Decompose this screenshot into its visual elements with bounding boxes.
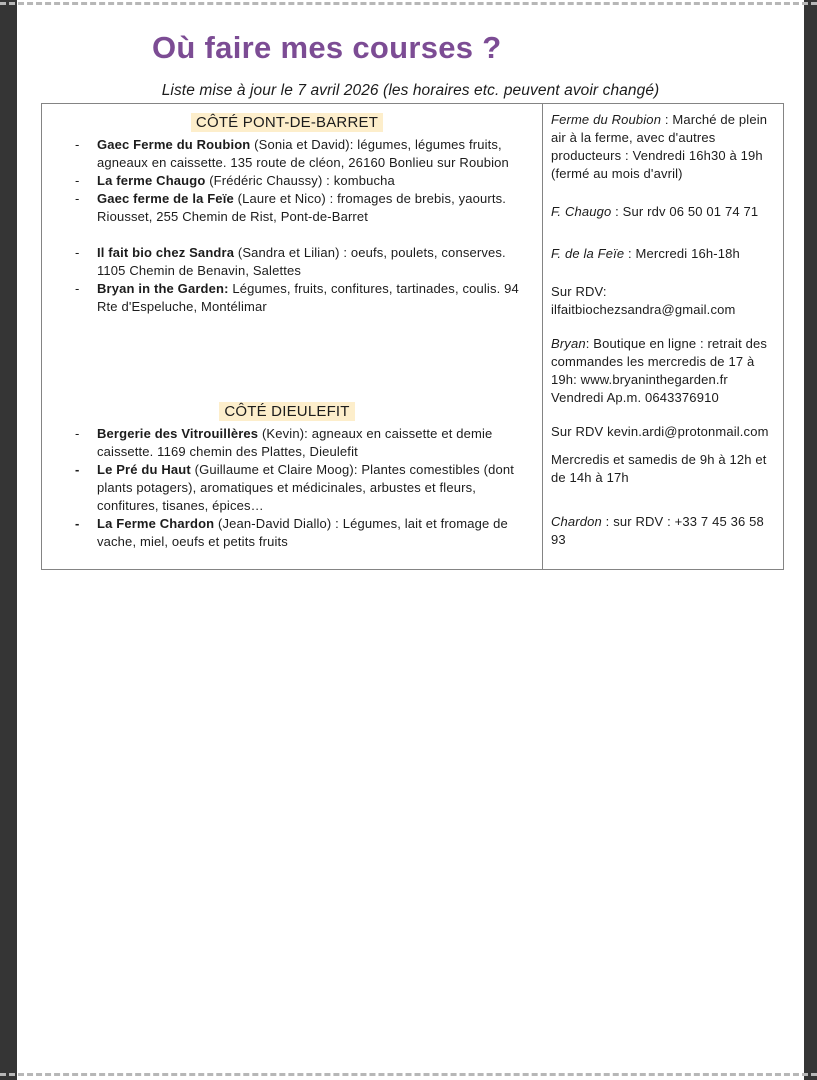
section-header-dieulefit bbox=[42, 401, 532, 422]
list-item-bryan-in-the-garden bbox=[42, 280, 532, 316]
schedule-entry-ferme-du-roubion: Ferme du Roubion : Marché de plein air à la ferme, avec d'autres producteurs : Vendredi 16h30 à 19h (fermé au mois d'avril) bbox=[551, 112, 768, 181]
document-page bbox=[17, 0, 804, 1080]
schedule-entry-f-de-la-feie: F. de la Feïe : Mercredi 16h-18h bbox=[551, 246, 740, 261]
list-item-text: Gaec ferme de la Feïe (Laure et Nico) : fromages de brebis, yaourts. Riousset, 255 Chemin de Rist, Pont-de-Barret bbox=[97, 191, 507, 224]
list-item-le-pre-du-haut bbox=[42, 461, 532, 515]
page-subtitle: Liste mise à jour le 7 avril 2026 (les horaires etc. peuvent avoir changé) bbox=[161, 82, 660, 99]
list-item-ferme-chaugo bbox=[42, 172, 532, 190]
list-item-text: Il fait bio chez Sandra (Sandra et Lilian) : oeufs, poulets, conserves. 1105 Chemin de Benavin, Salettes bbox=[97, 245, 506, 278]
dash-bullet: - bbox=[75, 281, 80, 296]
page-title: Où faire mes courses ? bbox=[152, 30, 502, 65]
dash-bullet: - bbox=[75, 137, 80, 152]
schedule-entry-bryan: Bryan: Boutique en ligne : retrait des commandes les mercredis de 17 à 19h: www.bryaninthegarden.fr Vendredi Ap.m. 0643376910 bbox=[551, 336, 768, 405]
list-item-la-ferme-chardon bbox=[42, 515, 532, 551]
table-cell-schedules bbox=[543, 104, 783, 569]
list-item-text: Bryan in the Garden: Légumes, fruits, confitures, tartinades, coulis. 94 Rte d'Espeluche, Montélimar bbox=[97, 281, 519, 314]
highlighted-text: CÔTÉ PONT-DE-BARRET bbox=[191, 113, 383, 132]
dash-bullet: - bbox=[75, 426, 80, 441]
page-break-dashed-line-bottom bbox=[0, 1073, 817, 1076]
list-item-text: La ferme Chaugo (Frédéric Chaussy) : kombucha bbox=[97, 173, 395, 188]
section-header-pont-de-barret bbox=[42, 112, 532, 133]
dash-bullet: - bbox=[75, 462, 80, 477]
list-item-ferme-du-roubion bbox=[42, 136, 532, 172]
schedule-entry-pre-du-haut-hours: Mercredis et samedis de 9h à 12h et de 14h à 17h bbox=[551, 452, 767, 485]
table-cell-producers bbox=[42, 104, 543, 569]
schedule-entry-sandra-rdv: Sur RDV: ilfaitbiochezsandra@gmail.com bbox=[551, 284, 736, 317]
list-item-il-fait-bio-chez-sandra bbox=[42, 244, 532, 280]
list-item-ferme-de-la-feie bbox=[42, 190, 532, 226]
dash-bullet: - bbox=[75, 173, 80, 188]
highlighted-text: CÔTÉ DIEULEFIT bbox=[219, 402, 354, 421]
schedule-entry-f-chaugo: F. Chaugo : Sur rdv 06 50 01 74 71 bbox=[551, 204, 759, 219]
dash-bullet: - bbox=[75, 191, 80, 206]
list-item-text: Bergerie des Vitrouillères (Kevin): agneaux en caissette et demie caissette. 1169 chemin des Plattes, Dieulefit bbox=[97, 426, 493, 459]
page-break-dashed-line-top bbox=[0, 2, 817, 5]
schedule-entry-kevin-rdv: Sur RDV kevin.ardi@protonmail.com bbox=[551, 424, 769, 439]
list-item-bergerie-des-vitrouilleres bbox=[42, 425, 532, 461]
dash-bullet: - bbox=[75, 516, 80, 531]
schedule-entry-chardon: Chardon : sur RDV : +33 7 45 36 58 93 bbox=[551, 514, 764, 547]
list-item-text: La Ferme Chardon (Jean-David Diallo) : Légumes, lait et fromage de vache, miel, oeufs et petits fruits bbox=[97, 516, 508, 549]
dash-bullet: - bbox=[75, 245, 80, 260]
producers-table bbox=[41, 103, 784, 570]
list-item-text: Le Pré du Haut (Guillaume et Claire Moog): Plantes comestibles (dont plants potagers), aromatiques et médicinales, arbustes et fleurs, confitures, tisanes, épices… bbox=[97, 462, 514, 513]
list-item-text: Gaec Ferme du Roubion (Sonia et David): légumes, légumes fruits, agneaux en caissette. 135 route de cléon, 26160 Bonlieu sur Roubion bbox=[97, 137, 509, 170]
